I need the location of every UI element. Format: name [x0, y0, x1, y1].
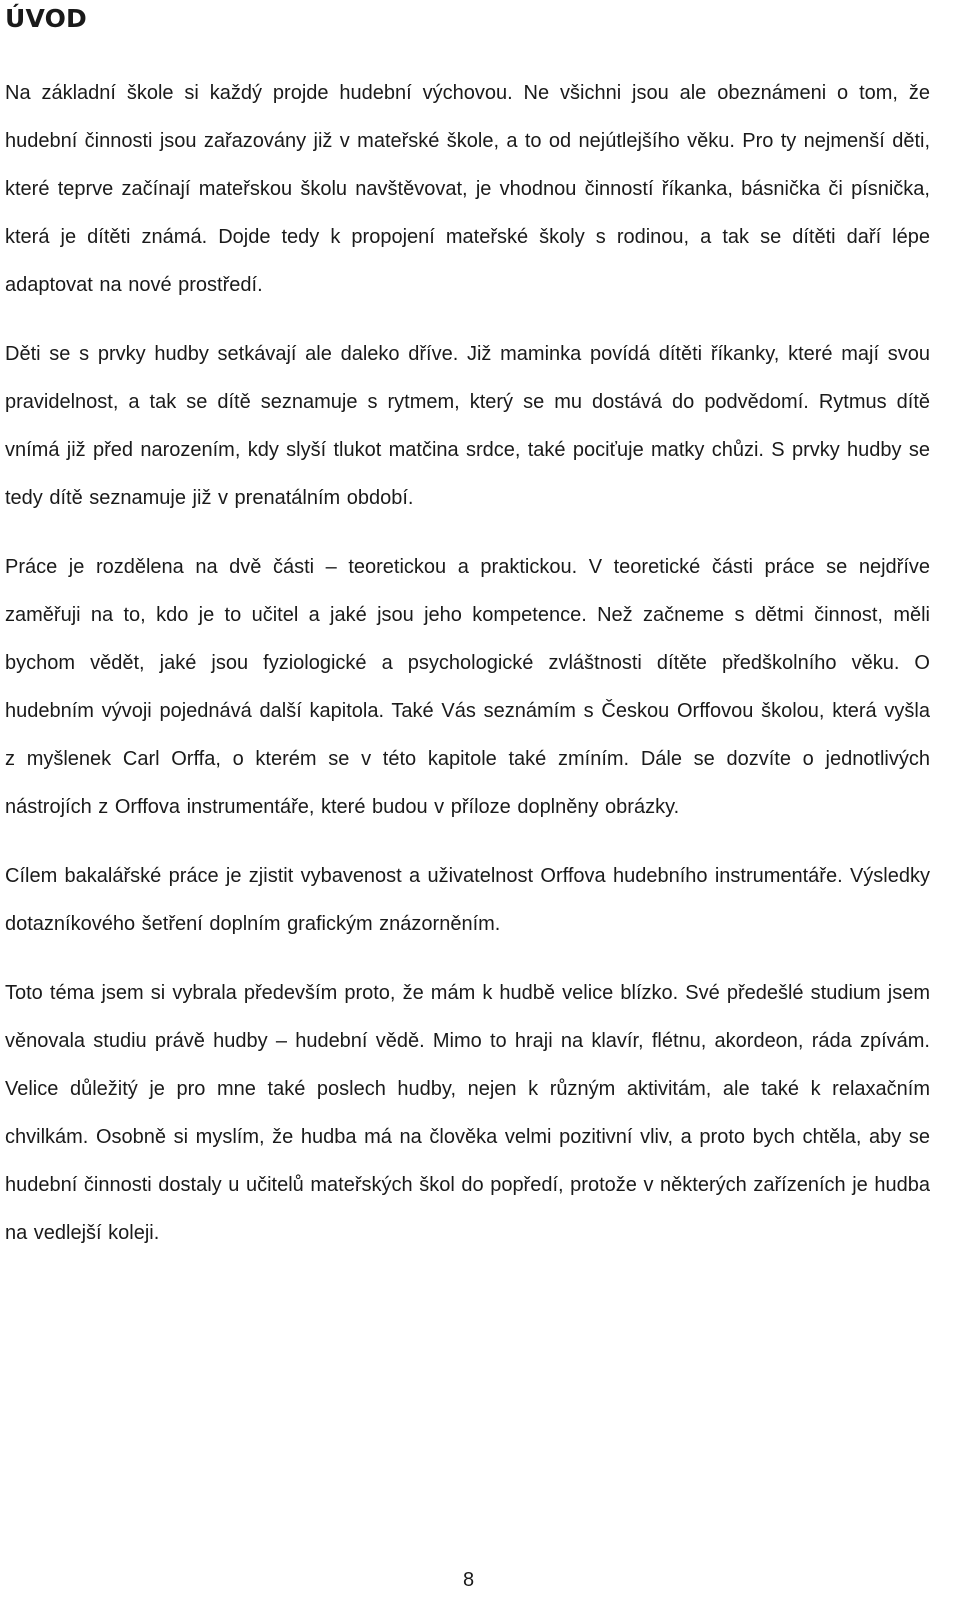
paragraph-intro: Na základní škole si každý projde hudební výchovou. Ne všichni jsou ale obeznámeni o tom, že hudební činnosti jsou zařazovány již v mateřské škole, a to od nejútlejšího věku. Pro ty nejmenší děti, které teprve začínají mateřskou školu navštěvovat, je vhodnou činností říkanka, básnička či písnička, která je dítěti známá. Dojde tedy k propojení mateřské školy s rodinou, a tak se dítěti daří lépe adaptovat na nové prostředí.	[5, 82, 930, 296]
paragraph-structure: Práce je rozdělena na dvě části – teoretickou a praktickou. V teoretické části práce se nejdříve zaměřuji na to, kdo je to učitel a jaké jsou jeho kompetence. Než začneme s dětmi činnost, měli bychom vědět, jaké jsou fyziologické a psychologické zvláštnosti dítěte předškolního věku. O hudebním vývoji pojednává další kapitola. Také Vás seznámím s Českou Orffovou školou, která vyšla z myšlenek Carl Orffa, o kterém se v této kapitole také zmíním. Dále se dozvíte o jednotlivých nástrojích z Orffova instrumentáře, které budou v příloze doplněny obrázky.	[5, 556, 930, 818]
paragraph-rhythm: Děti se s prvky hudby setkávají ale daleko dříve. Již maminka povídá dítěti říkanky, které mají svou pravidelnost, a tak se dítě seznamuje s rytmem, který se mu dostává do podvědomí. Rytmus dítě vnímá již před narozením, kdy slyší tlukot matčina srdce, také pociťuje matky chůzi. S prvky hudby se tedy dítě seznamuje již v prenatálním období.	[5, 343, 930, 509]
paragraph-goal: Cílem bakalářské práce je zjistit vybavenost a uživatelnost Orffova hudebního instrumentáře. Výsledky dotazníkového šetření doplním grafickým znázorněním.	[5, 865, 930, 935]
document-page	[5, 0, 930, 1257]
paragraph-motivation: Toto téma jsem si vybrala především proto, že mám k hudbě velice blízko. Své předešlé studium jsem věnovala studiu právě hudby – hudební vědě. Mimo to hraji na klavír, flétnu, akordeon, ráda zpívám. Velice důležitý je pro mne také poslech hudby, nejen k různým aktivitám, ale také k relaxačním chvilkám. Osobně si myslím, že hudba má na člověka velmi pozitivní vliv, a proto bych chtěla, aby se hudební činnosti dostaly u učitelů mateřských škol do popředí, protože v některých zařízeních je hudba na vedlejší koleji.	[5, 982, 930, 1244]
chapter-heading: ÚVOD	[5, 4, 88, 33]
page-number: 8	[462, 1569, 475, 1591]
